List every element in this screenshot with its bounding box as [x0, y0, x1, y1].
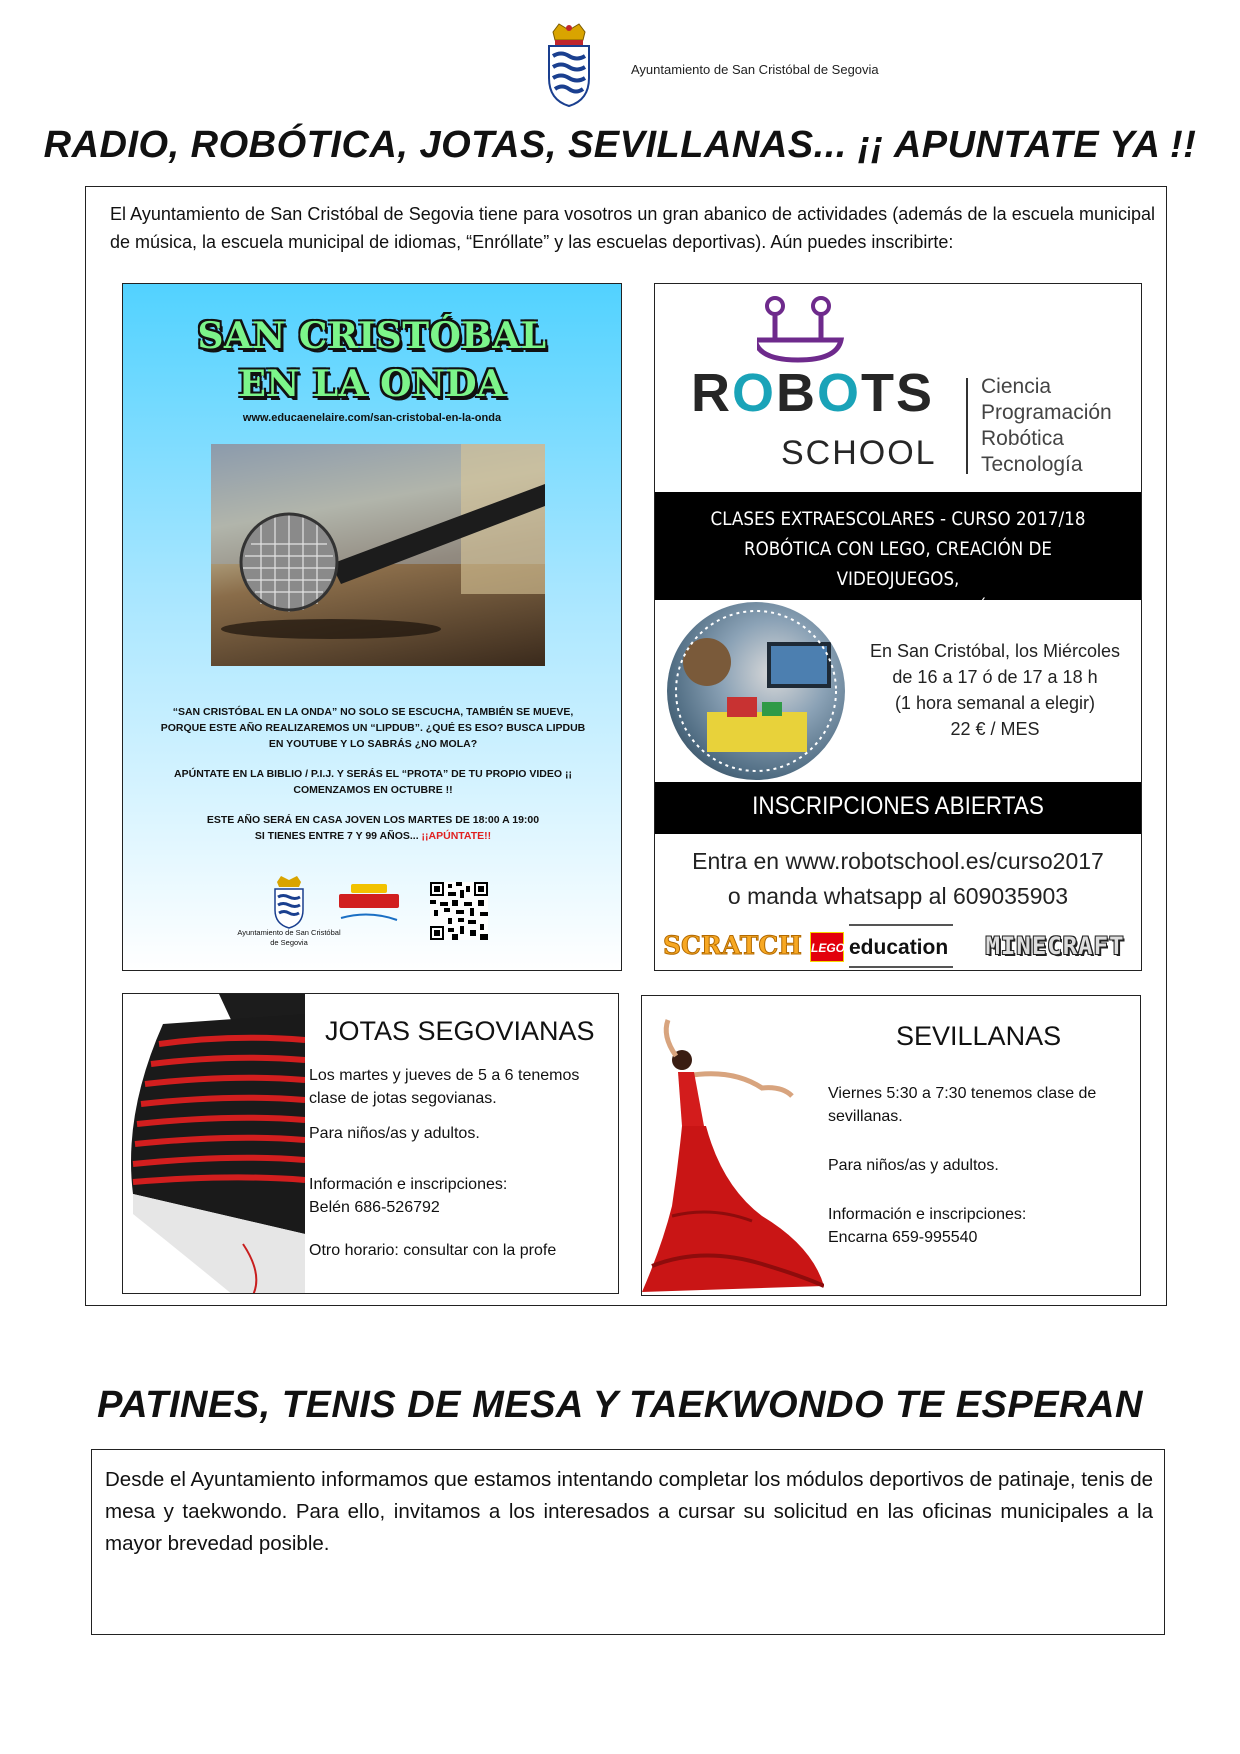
- jotas-audience: Para niños/as y adultos.: [309, 1125, 480, 1142]
- enroll-line1: Entra en www.robotschool.es/curso2017: [692, 848, 1104, 874]
- schedule-info: [855, 638, 1135, 742]
- sevillanas-contact-label: Información e inscripciones:: [828, 1206, 1027, 1223]
- sevillanas-audience: Para niños/as y adultos.: [828, 1157, 999, 1174]
- small-crest-caption: Ayuntamiento de San Cristóbal de Segovia: [237, 928, 341, 947]
- robots-logo-school: SCHOOL: [781, 434, 937, 472]
- robots-logo-text: ROBOTS: [691, 363, 935, 423]
- radio-title-line1: SAN CRISTÓBAL: [197, 315, 547, 357]
- radio-paragraph2: APÚNTATE EN LA BIBLIO / P.I.J. Y SERÁS EL “PROTA” DE TU PROPIO VIDEO ¡¡ COMENZAMOS EN OCTUBRE !!: [174, 768, 572, 796]
- radio-poster: [122, 283, 622, 971]
- jotas-body: [309, 1064, 609, 1274]
- microphone-photo: [211, 444, 545, 666]
- jotas-contact-phone: Belén 686-526792: [309, 1199, 440, 1216]
- small-coat-of-arms-icon: [271, 874, 307, 930]
- educa-on-the-air-logo: [337, 882, 401, 930]
- lego-education-text: education: [849, 924, 953, 968]
- radio-poster-text: [153, 704, 593, 858]
- section-title-sports: PATINES, TENIS DE MESA Y TAEKWONDO TE ESPERAN: [97, 1384, 1143, 1426]
- sports-paragraph: Desde el Ayuntamiento informamos que estamos intentando completar los módulos deportivos de patinaje, tenis de mesa y taekwondo. Para ello, invitamos a los interesados a cursar su solicitud en las oficinas municipales a la mayor brevedad posible.: [105, 1468, 1154, 1555]
- sevillanas-box: [641, 995, 1141, 1296]
- jotas-contact: [309, 1173, 609, 1219]
- radio-paragraph3-line1: ESTE AÑO SERÁ EN CASA JOVEN LOS MARTES DE 18:00 A 19:00: [206, 814, 540, 826]
- tag-ciencia: Ciencia: [981, 375, 1052, 398]
- info-price: 22 € / MES: [950, 719, 1040, 739]
- flamenco-dancer-image: [642, 1016, 824, 1292]
- radio-poster-title: [123, 312, 621, 408]
- tag-programacion: Programación: [981, 401, 1112, 424]
- jotas-schedule: Los martes y jueves de 5 a 6 tenemos clase de jotas segovianas.: [309, 1067, 580, 1107]
- jotas-contact-label: Información e inscripciones:: [309, 1176, 508, 1193]
- enroll-line2: o manda whatsapp al 609035903: [727, 883, 1069, 909]
- jotas-other-schedule: Otro horario: consultar con la profe: [309, 1242, 557, 1259]
- robot-antenna-icon: [757, 294, 857, 364]
- organization-name: Ayuntamiento de San Cristóbal de Segovia: [631, 62, 879, 77]
- logo-divider: [966, 378, 968, 474]
- sevillanas-body: [828, 1082, 1128, 1275]
- minecraft-logo: MINECRAFT: [985, 932, 1125, 960]
- robots-tags: [981, 374, 1112, 478]
- kids-robotics-photo: [667, 602, 845, 780]
- tag-robotica: Robótica: [981, 427, 1064, 450]
- banner-line1: CLASES EXTRAESCOLARES - CURSO 2017/18: [710, 508, 1086, 530]
- radio-paragraph3: [153, 812, 593, 844]
- segovian-costume-image: [123, 994, 305, 1294]
- lego-logo: LEGO: [810, 932, 844, 962]
- coat-of-arms-icon: [545, 22, 593, 108]
- sevillanas-contact-phone: Encarna 659-995540: [828, 1229, 978, 1246]
- jotas-box: [122, 993, 619, 1294]
- radio-title-line2: EN LA ONDA: [238, 363, 506, 405]
- sevillanas-schedule: Viernes 5:30 a 7:30 tenemos clase de sevillanas.: [828, 1085, 1097, 1125]
- banner-line2: ROBÓTICA CON LEGO, CREACIÓN DE VIDEOJUEGOS,: [744, 538, 1052, 590]
- intro-paragraph: El Ayuntamiento de San Cristóbal de Segovia tiene para vosotros un gran abanico de actividades (además de la escuela municipal de música, la escuela municipal de idiomas, “Enróllate” y las escuelas deportivas). Aún puedes inscribirte:: [110, 204, 1155, 252]
- info-line1: En San Cristóbal, los Miércoles: [869, 641, 1121, 661]
- tag-tecnologia: Tecnología: [981, 453, 1083, 476]
- jotas-title: JOTAS SEGOVIANAS: [325, 1016, 595, 1046]
- radio-paragraph3-line2: SI TIENES ENTRE 7 Y 99 AÑOS...: [254, 830, 419, 842]
- sevillanas-contact: [828, 1203, 1128, 1249]
- sevillanas-title: SEVILLANAS: [896, 1021, 1062, 1051]
- scratch-logo: SCRATCH: [663, 931, 802, 960]
- section-title-activities: RADIO, ROBÓTICA, JOTAS, SEVILLANAS... ¡¡ APUNTATE YA !!: [43, 124, 1197, 166]
- info-line2: de 16 a 17 ó de 17 a 18 h: [892, 667, 1098, 687]
- qr-code: [430, 882, 488, 940]
- info-line3: (1 hora semanal a elegir): [894, 693, 1096, 713]
- radio-paragraph1: “SAN CRISTÓBAL EN LA ONDA” NO SOLO SE ESCUCHA, TAMBIÉN SE MUEVE, PORQUE ESTE AÑO REALIZAREMOS UN “LIPDUB”. ¿QUÉ ES ESO? BUSCA LIPDUB EN YOUTUBE Y LO SABRÁS ¿NO MOLA?: [160, 706, 586, 750]
- radio-url: www.educaenelaire.com/san-cristobal-en-la-onda: [242, 412, 502, 424]
- robots-school-poster: [654, 283, 1142, 971]
- banner-line3: CIENCIA Y TECNOLOGÍA: [799, 598, 997, 620]
- enrollment-banner-text: INSCRIPCIONES ABIERTAS: [752, 792, 1044, 820]
- enroll-instructions: [655, 844, 1141, 914]
- radio-cta: ¡¡APÚNTATE!!: [421, 830, 492, 842]
